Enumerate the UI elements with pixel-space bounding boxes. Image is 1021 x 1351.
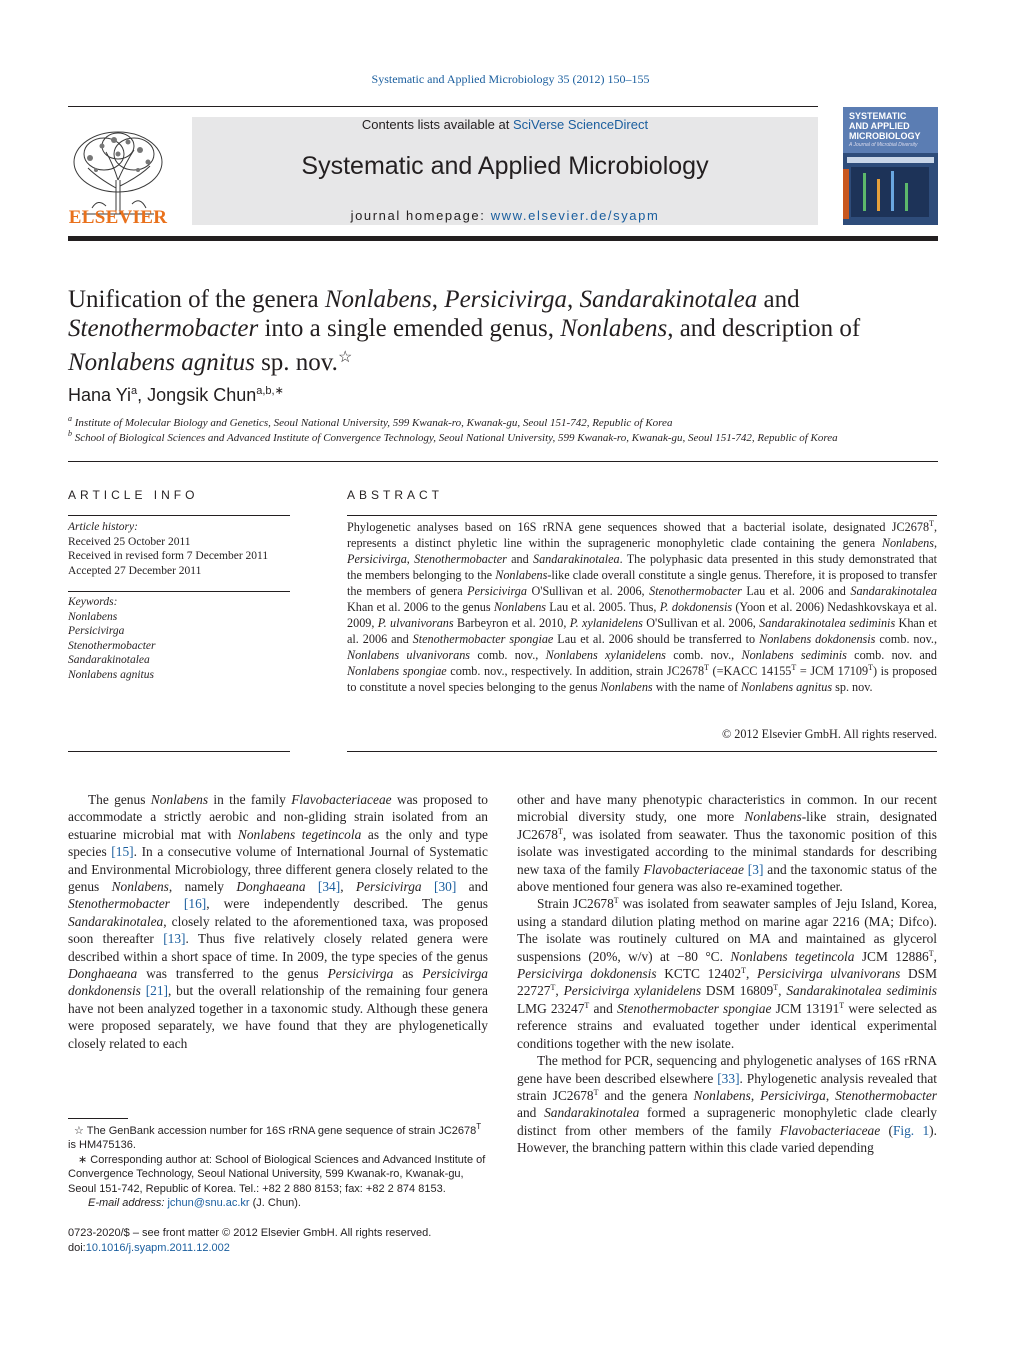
doi-link[interactable]: 10.1016/j.syapm.2011.12.002 <box>85 1242 230 1254</box>
affiliation-a: $^a$ Institute of Molecular Biology and Genetics, Seoul National University, 599 Kwanak-ro, Kwanak-gu, Seoul 151-742, Republic of Korea <box>68 414 673 429</box>
doi-line <box>68 1241 488 1256</box>
keywords-block <box>68 595 290 682</box>
issn-block <box>68 1226 488 1256</box>
cover-title-2: AND APPLIED <box>849 121 910 131</box>
footnote-rule <box>68 1118 128 1119</box>
history-revised: Received in revised form 7 December 2011 <box>68 550 269 562</box>
header-rule <box>68 106 818 107</box>
keyword-item: Nonlabens <box>68 610 118 623</box>
keyword-item: Persicivirga <box>68 625 125 637</box>
homepage-prefix: journal homepage: <box>350 208 491 223</box>
footnotes <box>68 1124 488 1210</box>
author-list: Hana Yi$^a$, Jongsik Chun$^{a,b,∗}$ <box>68 385 284 405</box>
header-thick-rule <box>68 236 938 241</box>
journal-reference[interactable]: Systematic and Applied Microbiology 35 (2012) 150–155 <box>371 72 650 86</box>
body-column-left: The genus Nonlabens in the family Flavobacteriaceae was proposed to accommodate a strictly aerobic and non-gliding strain isolated from an estuarine microbial mat with Nonlabens tegetincola as the only and type species [15]. In a consecutive volume of International Journal of Systematic and Environmental Microbiology, three different genera closely related to the genus Nonlabens, namely Donghaeana [34], Persicivirga [30] and Stenothermobacter [16], were independently described. The genus Sandarakinotalea, closely related to the aforementioned taxa, was proposed soon thereafter [13]. Thus five relatively closely related genera were described within a short space of time. In 2009, the type species of the genus Donghaeana was transferred to the genus Persicivirga as Persicivirga donkdonensis [21], but the overall relationship of the remaining four genera have not been analyzed together in a taxonomic study. Although these genera were proposed separately, we have found that they are phylogenetically closely related to each <box>68 792 488 1051</box>
keywords-rule <box>68 591 290 592</box>
cover-title-1: SYSTEMATIC <box>849 111 907 121</box>
sciencedirect-link[interactable]: SciVerse ScienceDirect <box>512 117 649 132</box>
article-info-rule <box>68 515 290 516</box>
keywords-label: Keywords: <box>68 596 118 608</box>
abstract-copyright: © 2012 Elsevier GmbH. All rights reserved. <box>721 727 937 741</box>
keyword-item: Nonlabens agnitus <box>68 668 154 681</box>
footnote-corresponding: ∗ Corresponding author at: School of Biological Sciences and Advanced Institute of Convergence Technology, Seoul National University, 599 Kwanak-ro, Kwanak-gu, Seoul 151-742, Republic of Korea. Tel.: +82 2 880 8153; fax: +82 2 874 8153. <box>68 1153 486 1195</box>
body-column-right: other and have many phenotypic characteristics in common. In our recent microbial diversity study, one more Nonlabens-like strain, designated $JC2678^T$, was isolated from seawater. Thus the taxonomic position of this isolate was investigated according to the minimal standards for describing new taxa of the family Flavobacteriaceae [3] and the taxonomic status of the above mentioned four genera was also re-examined together. Strain $JC2678^T$ was isolated from seawater samples of Jeju Island, Korea, using a standard dilution plating method on marine agar 2216 (MA; Difco). The isolate was routinely cultured on MA and maintained as glycerol suspensions (20%, w/v) at −80 °C. Nonlabens tegetincola JCM $12886^T$, Persicivirga dokdonensis KCTC $12402^T$, Persicivirga ulvanivorans DSM $22727^T$, Persicivirga xylanidelens DSM $16809^T$, Sandarakinotalea sediminis LMG $23247^T$ and Stenothermobacter spongiae JCM $13191^T$ were selected as reference strains and evaluated together under identical experimental conditions together with the new isolate. The method for PCR, sequencing and phylogenetic analyses of 16S rRNA gene have been described elsewhere [33]. Phylogenetic analysis revealed that strain $JC2678^T$ and the genera Nonlabens, Persicivirga, Stenothermobacter and Sandarakinotalea formed a suprageneric monophyletic clade clearly distinct from other members of the family Flavobacteriaceae (Fig. 1). However, the branching pattern within this clade varied depending <box>517 792 938 1156</box>
doi-prefix: doi: <box>68 1242 86 1254</box>
article-title: Unification of the genera Nonlabens, Persicivirga, Sandarakinotalea and Stenothermobacter into a single emended genus, Nonlabens, and description of Nonlabens agnitus sp. nov.☆ <box>68 286 861 376</box>
issn-line: 0723-2020/$ – see front matter © 2012 Elsevier GmbH. All rights reserved. <box>68 1227 432 1239</box>
keyword-item: Sandarakinotalea <box>68 654 150 666</box>
keyword-item: Stenothermobacter <box>68 639 156 652</box>
cover-subtitle: A Journal of Microbial Diversity <box>849 142 918 148</box>
abstract-heading: ABSTRACT <box>347 488 444 502</box>
abstract-text: Phylogenetic analyses based on 16S rRNA gene sequences showed that a bacterial isolate, designated $JC2678^T$, represents a distinct phyletic line within the suprageneric monophyletic clade containing the genera Nonlabens, Persicivirga, Stenothermobacter and Sandarakinotalea. The polyphasic data presented in this study demonstrated that the members belonging to the Nonlabens-like clade overall constitute a single genus. Therefore, it is proposed to transfer the members of genera Persicivirga O'Sullivan et al. 2006, Stenothermobacter Lau et al. 2006 and Sandarakinotalea Khan et al. 2006 to the genus Nonlabens Lau et al. 2005. Thus, P. dokdonensis (Yoon et al. 2006) Nedashkovskaya et al. 2009, P. ulvanivorans Barbeyron et al. 2010, P. xylanidelens O'Sullivan et al. 2006, Sandarakinotalea sediminis Khan et al. 2006 and Stenothermobacter spongiae Lau et al. 2006 should be transferred to Nonlabens dokdonensis comb. nov., Nonlabens ulvanivorans comb. nov., Nonlabens xylanidelens comb. nov., Nonlabens sediminis comb. nov. and Nonlabens spongiae comb. nov., respectively. In addition, strain $JC2678^T$ (=KACC $14155^T$ = JCM $17109^T$) is proposed to constitute a novel species belonging to the genus Nonlabens with the name of Nonlabens agnitus sp. nov. <box>347 519 938 694</box>
affiliation-b: $^b$ School of Biological Sciences and Advanced Institute of Convergence Technology, Seoul National University, 599 Kwanak-ro, Kwanak-gu, Seoul 151-742, Republic of Korea <box>68 429 838 444</box>
title-rule <box>68 461 938 462</box>
abstract-rule <box>347 515 937 516</box>
publisher-wordmark: ELSEVIER <box>68 207 168 228</box>
journal-title: Systematic and Applied Microbiology <box>301 152 709 180</box>
article-history <box>68 520 290 578</box>
footnote-genbank: ☆ The GenBank accession number for 16S rRNA gene sequence of strain $JC2678^T$ is HM475136. <box>68 1122 482 1152</box>
footnote-email: E-mail address: jchun@snu.ac.kr (J. Chun). <box>88 1197 301 1210</box>
abstract-bottom-rule <box>347 751 937 752</box>
cover-title-3: MICROBIOLOGY <box>849 131 921 141</box>
journal-cover-image <box>843 107 938 225</box>
article-info-bottom-rule <box>68 751 290 752</box>
homepage-link[interactable]: www.elsevier.de/syapm <box>490 208 660 223</box>
homepage-line <box>192 208 818 223</box>
contents-prefix: Contents lists available at <box>361 117 513 132</box>
contents-line <box>192 117 818 132</box>
history-accepted: Accepted 27 December 2011 <box>68 564 202 577</box>
history-received: Received 25 October 2011 <box>68 535 191 548</box>
article-info-heading: ARTICLE INFO <box>68 488 199 502</box>
history-label: Article history: <box>68 521 138 533</box>
